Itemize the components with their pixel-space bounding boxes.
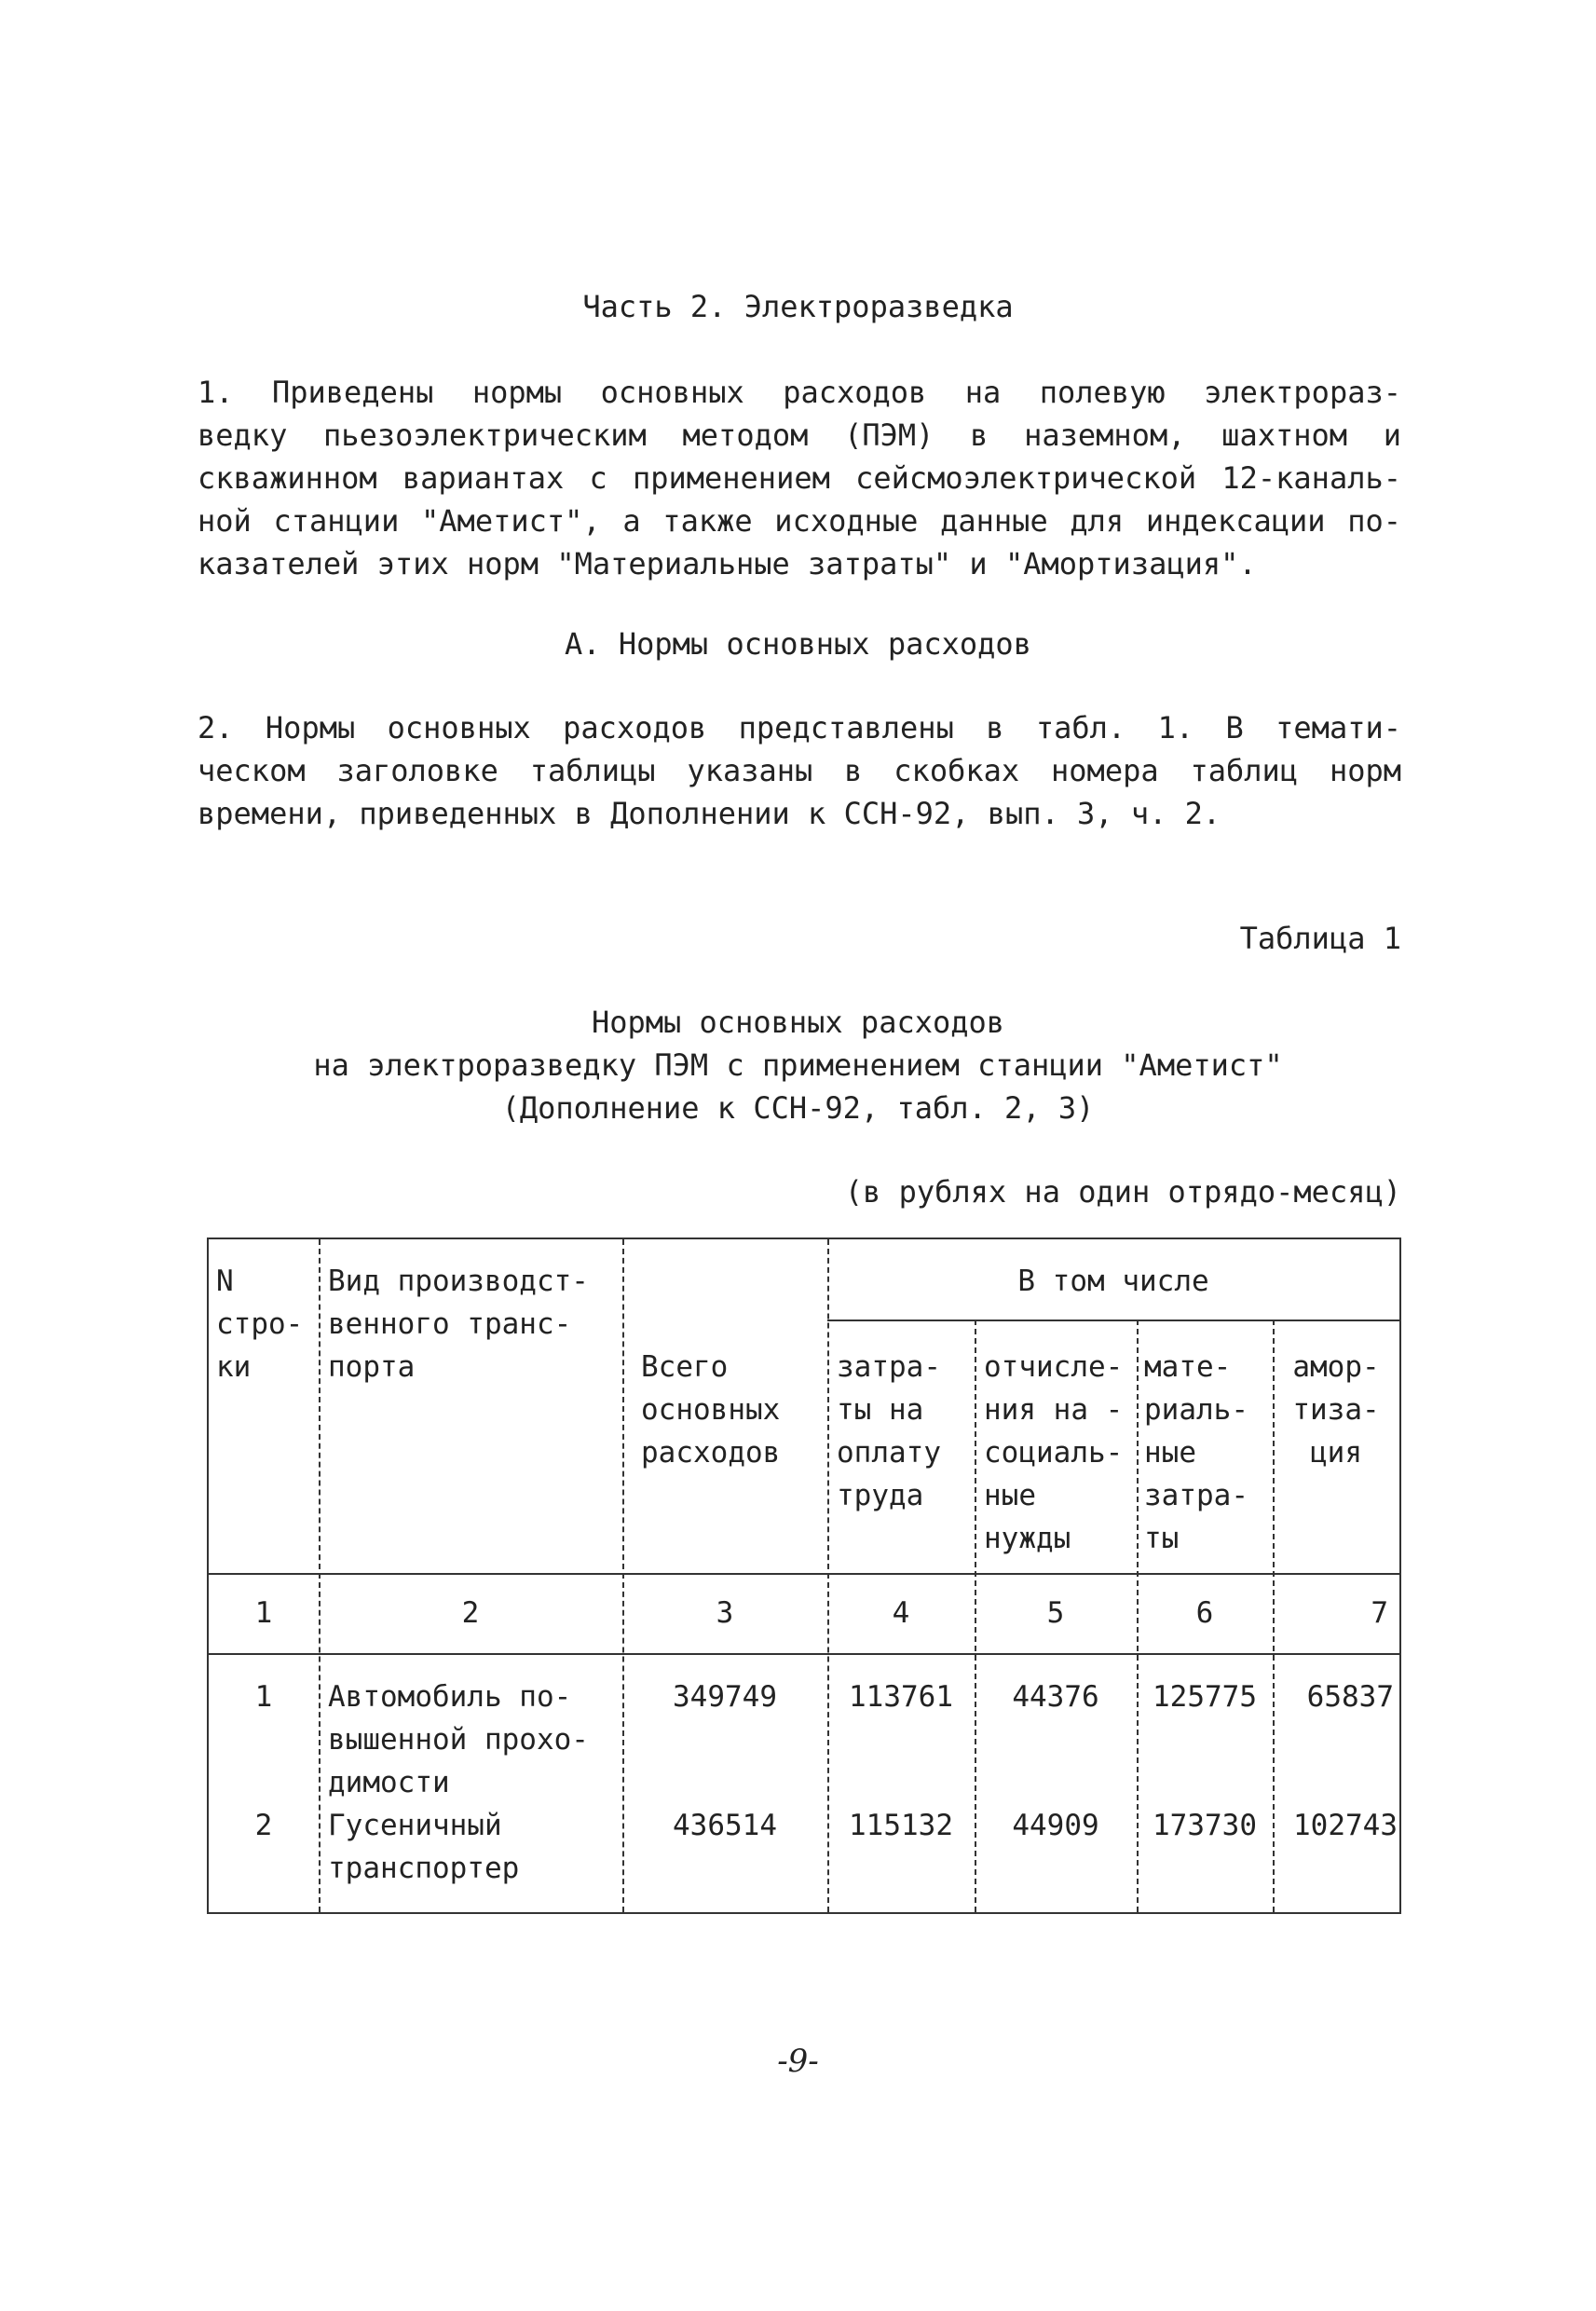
row2-labor: 115132	[849, 1809, 953, 1842]
row1-amortization: 65837	[1306, 1680, 1394, 1714]
section-a-heading: А. Нормы основных расходов	[565, 626, 1031, 662]
header-col7-line-2: тиза-	[1292, 1393, 1380, 1427]
row2-amortization: 102743	[1293, 1809, 1398, 1842]
header-col1-line-3: ки	[216, 1350, 252, 1384]
header-col2-line-3: порта	[328, 1350, 416, 1384]
header-col4-line-4: труда	[837, 1479, 924, 1512]
col-number-6: 6	[1195, 1596, 1214, 1630]
header-col2-line-2: венного транс-	[328, 1307, 572, 1341]
row2-number: 2	[254, 1809, 273, 1842]
col-number-3: 3	[716, 1596, 734, 1630]
col-number-7: 7	[1371, 1596, 1388, 1630]
table-title-line-1: Нормы основных расходов	[591, 1005, 1005, 1040]
para1-line-5: казателей этих норм "Материальные затраты" и "Амортизация".	[198, 546, 1257, 581]
table-title-line-3: (Дополнение к ССН-92, табл. 2, 3)	[501, 1090, 1095, 1126]
row1-social: 44376	[1012, 1680, 1099, 1714]
row1-name-line-2: вышенной прохо-	[328, 1723, 589, 1757]
col-number-1: 1	[254, 1596, 273, 1630]
header-col1-line-2: стро-	[216, 1307, 304, 1341]
header-col7-line-3: ция	[1310, 1436, 1362, 1470]
header-col6-line-3: ные	[1144, 1436, 1196, 1470]
row2-name-line-1: Гусеничный	[328, 1809, 502, 1842]
row2-material: 173730	[1153, 1809, 1257, 1842]
row1-total: 349749	[673, 1680, 777, 1714]
para1-line-2: ведку пьезоэлектрическим методом (ПЭМ) в наземном, шахтном и	[198, 417, 1401, 453]
header-col6-line-2: риаль-	[1144, 1393, 1248, 1427]
header-col7-line-1: амор-	[1292, 1350, 1380, 1384]
expense-norms-table	[207, 1238, 1401, 1914]
row2-total: 436514	[673, 1809, 777, 1842]
header-col5-line-5: нужды	[984, 1522, 1071, 1555]
para1-line-4: ной станции "Аметист", а также исходные данные для индексации по-	[198, 503, 1401, 539]
header-col3-line-3: расходов	[641, 1436, 781, 1470]
para1-line-3: скважинном вариантах с применением сейсмоэлектрической 12-каналь-	[198, 460, 1401, 496]
header-col4-line-3: оплату	[837, 1436, 941, 1470]
row1-name-line-1: Автомобиль по-	[328, 1680, 572, 1714]
header-col5-line-4: ные	[984, 1479, 1036, 1512]
row2-name-line-2: транспортер	[328, 1852, 520, 1885]
para2-line-1: 2. Нормы основных расходов представлены в табл. 1. В темати-	[198, 710, 1401, 745]
row1-name-line-3: димости	[328, 1766, 450, 1799]
col-number-4: 4	[892, 1596, 910, 1630]
header-col3-line-2: основных	[641, 1393, 781, 1427]
table-label: Таблица 1	[1239, 921, 1401, 956]
header-col4-line-2: ты на	[837, 1393, 924, 1427]
header-col5-line-3: социаль-	[984, 1436, 1124, 1470]
row1-labor: 113761	[849, 1680, 953, 1714]
table-title-line-2: на электроразведку ПЭМ с применением станции "Аметист"	[313, 1047, 1283, 1083]
col-divider-1	[319, 1239, 321, 1912]
table-units: (в рублях на один отрядо-месяц)	[844, 1174, 1401, 1210]
page-number: -9-	[777, 2043, 819, 2080]
header-col6-line-1: мате-	[1144, 1350, 1232, 1384]
col-number-2: 2	[461, 1596, 480, 1630]
header-col5-line-2: ния на -	[984, 1393, 1124, 1427]
header-col5-line-1: отчисле-	[984, 1350, 1124, 1384]
row2-social: 44909	[1012, 1809, 1099, 1842]
row1-number: 1	[254, 1680, 273, 1714]
row1-material: 125775	[1153, 1680, 1257, 1714]
para2-line-2: ческом заголовке таблицы указаны в скобках номера таблиц норм	[198, 753, 1401, 788]
header-col3-line-1: Всего	[641, 1350, 729, 1384]
header-col6-line-4: затра-	[1144, 1479, 1248, 1512]
para1-line-1: 1. Приведены нормы основных расходов на полевую электрораз-	[198, 375, 1401, 410]
header-col4-line-1: затра-	[837, 1350, 941, 1384]
header-bottom-line	[209, 1573, 1399, 1575]
header-col6-line-5: ты	[1144, 1522, 1180, 1555]
para2-line-3: времени, приведенных в Дополнении к ССН-92, вып. 3, ч. 2.	[198, 796, 1221, 831]
header-group-label: В том числе	[1017, 1265, 1209, 1298]
col-numbers-bottom-line	[209, 1653, 1399, 1655]
group-header-underline	[827, 1320, 1399, 1321]
header-col2-line-1: Вид производст-	[328, 1265, 589, 1298]
header-col1-line-1: N	[216, 1265, 234, 1298]
part-title: Часть 2. Электроразведка	[582, 289, 1014, 324]
col-number-5: 5	[1046, 1596, 1065, 1630]
